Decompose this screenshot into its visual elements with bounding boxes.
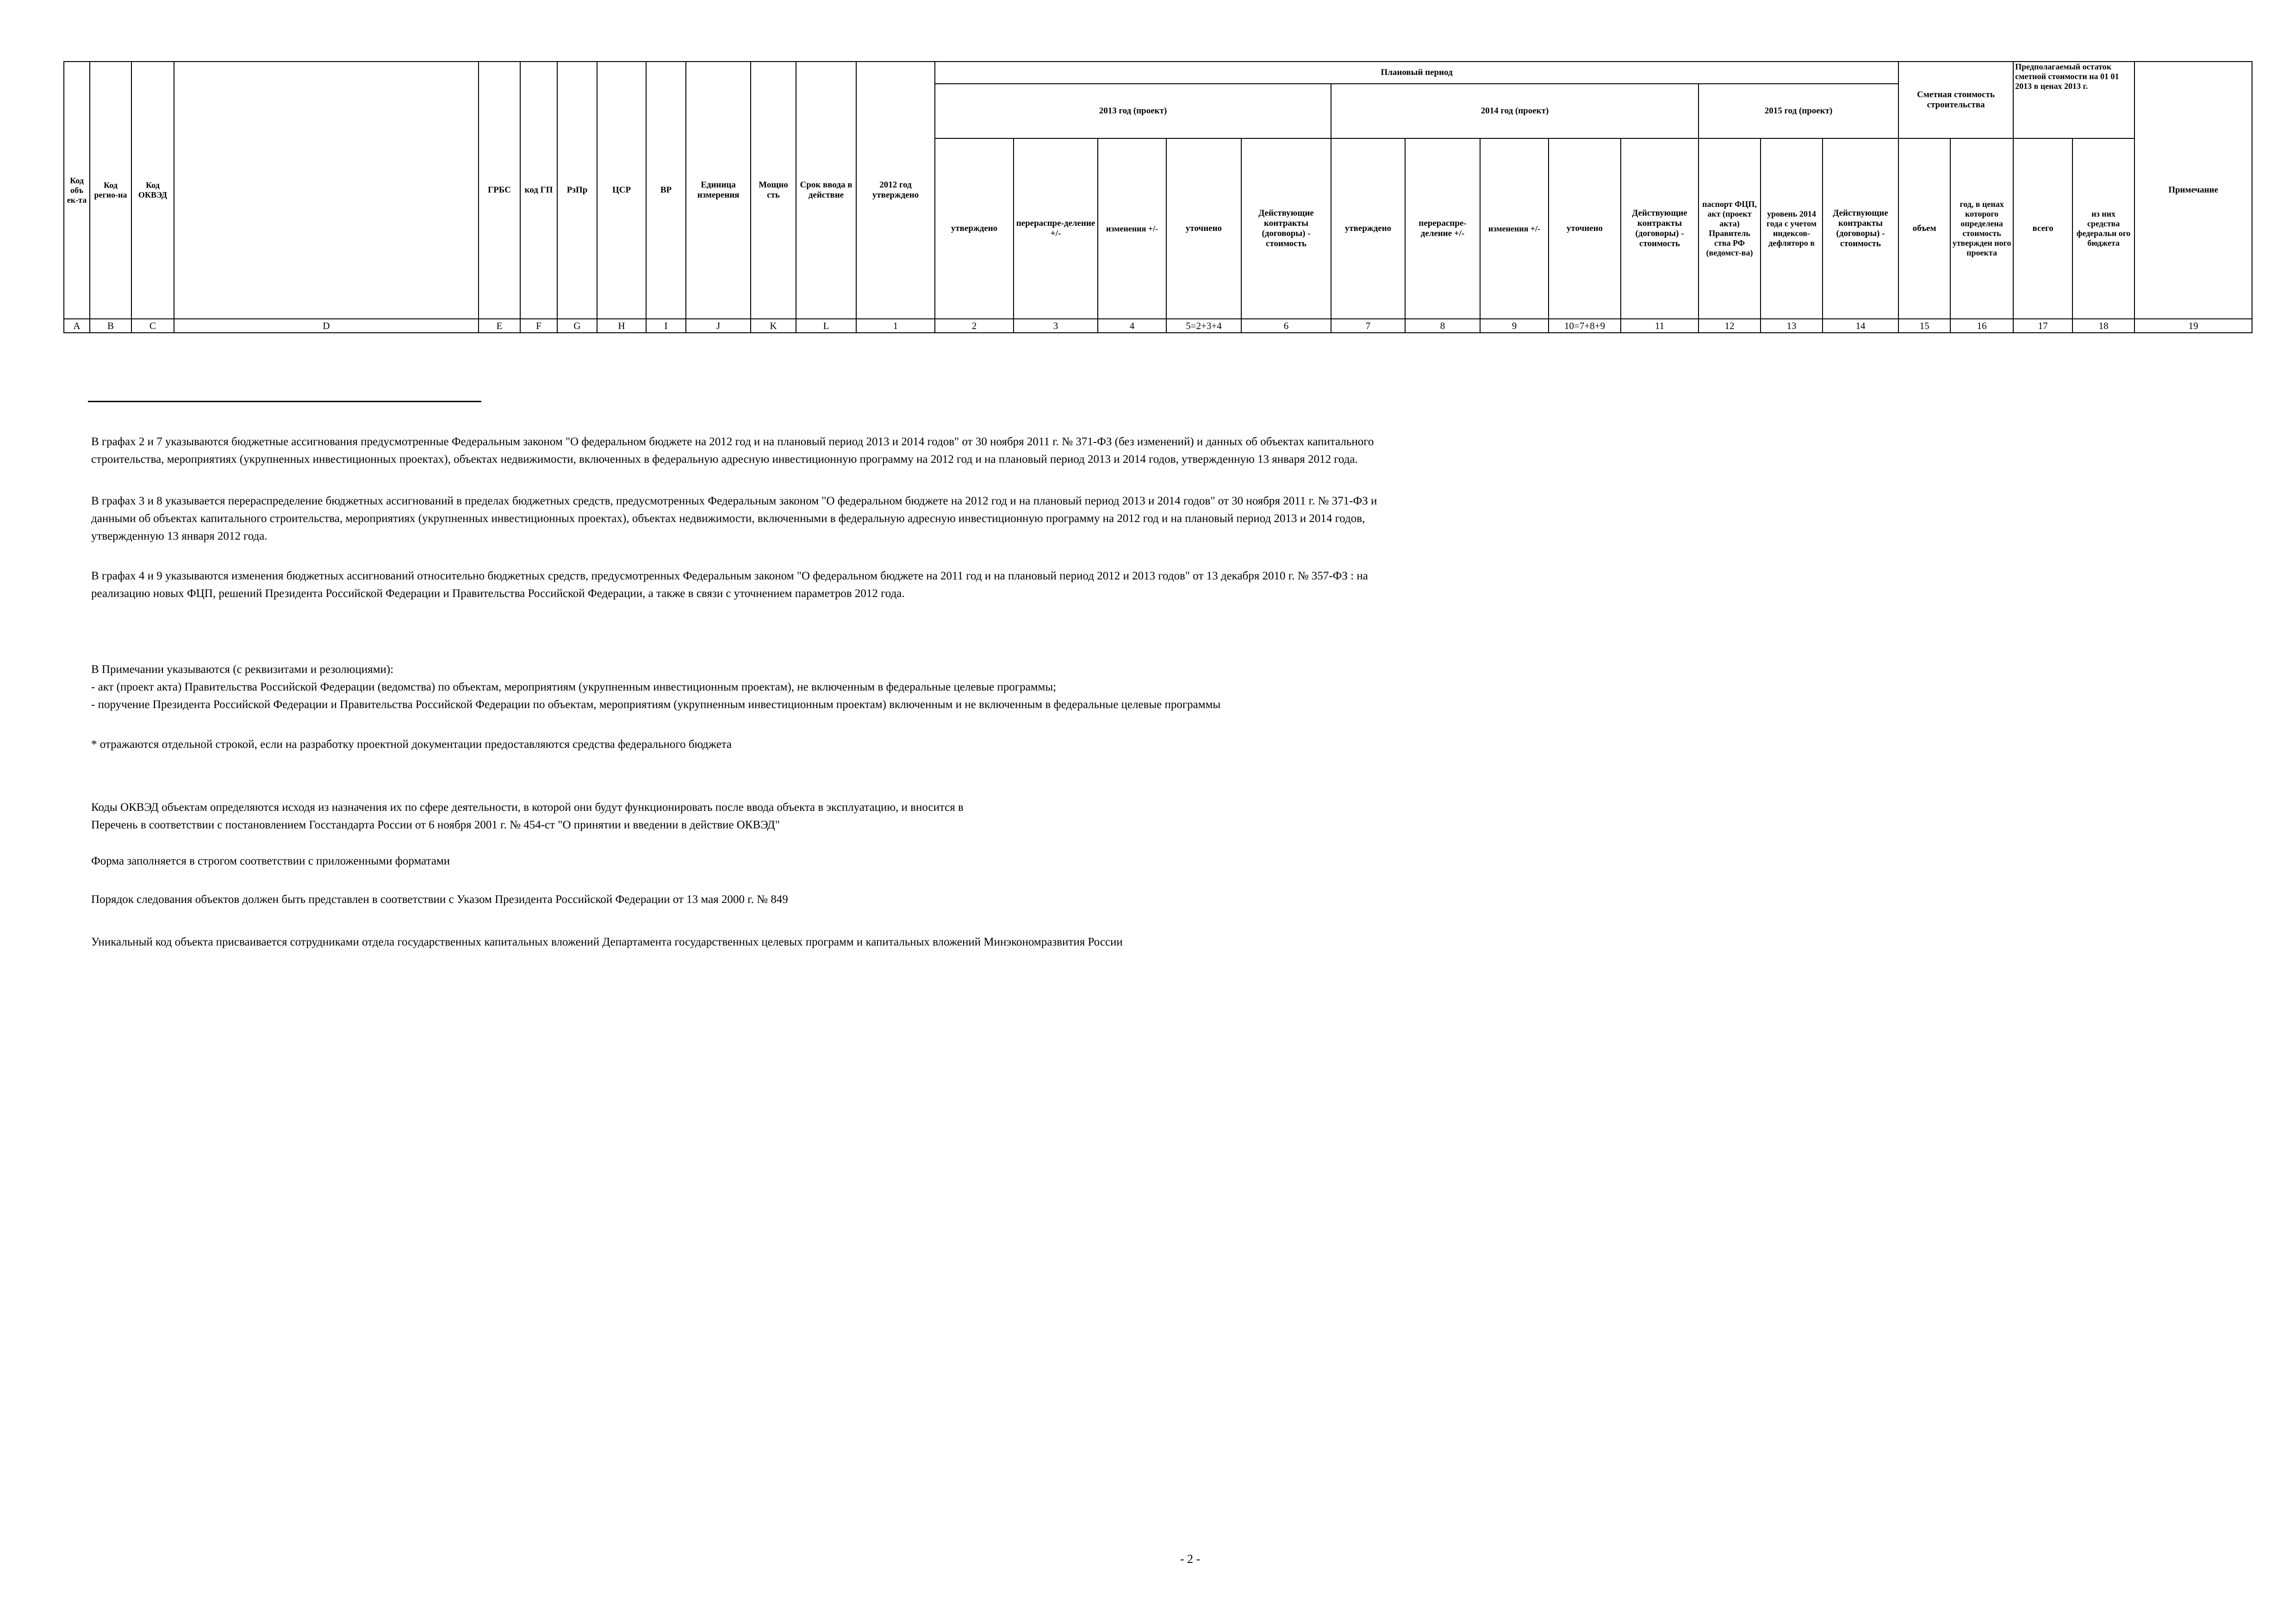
header-gp-code: код ГП [520,62,557,319]
header-2014-redistribution: перераспре-деление +/- [1405,138,1480,319]
column-index-cell: 19 [2134,319,2252,333]
column-index-cell: 6 [1241,319,1331,333]
column-index-cell: 9 [1480,319,1549,333]
column-index-cell: 4 [1098,319,1166,333]
column-index-cell: 14 [1823,319,1898,333]
note-columns-2-7 [91,433,1374,468]
header-2013-refined: уточнено [1166,138,1241,319]
header-capacity: Мощно сть [751,62,796,319]
note-unique-code: Уникальный код объекта присваивается сотрудниками отдела государственных капитальных вложений Департамента государственных целевых программ и капитальных вложений Минэкономразвития России [91,936,1123,948]
note-line: Перечень в соответствии с постановлением Госстандарта России от 6 ноября 2001 г. № 454-ст "О принятии и введении в действие ОКВЭД" [91,819,780,831]
column-index-cell: B [90,319,131,333]
header-2015-level: уровень 2014 года с учетом индексов-дефляторо в [1761,138,1823,319]
header-2013-redistribution: перераспре-деление +/- [1014,138,1098,319]
column-index-cell: L [796,319,856,333]
column-index-cell: 10=7+8+9 [1549,319,1621,333]
note-line: В графах 4 и 9 указываются изменения бюджетных ассигнований относительно бюджетных средств, предусмотренных Федеральным законом "О федеральном бюджете на 2011 год и на плановый период 2012 и 2013 годов" от 13 декабря 2010 г. № 357-ФЗ : на [91,570,1368,582]
column-index-cell: 15 [1898,319,1950,333]
column-index-cell: 18 [2072,319,2134,333]
header-remaining-cost: Предполагаемый остаток сметной стоимости на 01 01 2013 в ценах 2013 г. [2013,62,2134,138]
column-index-cell: 1 [856,319,935,333]
column-index-cell: 17 [2013,319,2072,333]
column-index-cell: 16 [1950,319,2013,333]
header-region-code: Код регио-на [90,62,131,319]
column-index-cell: C [131,319,174,333]
header-remaining-total: всего [2013,138,2072,319]
column-index-cell: G [557,319,597,333]
column-index-cell: 8 [1405,319,1480,333]
column-index-cell: H [597,319,646,333]
note-remarks [91,661,1220,714]
header-rzpr: РзПр [557,62,597,319]
column-index-cell: 13 [1761,319,1823,333]
header-csr: ЦСР [597,62,646,319]
footnote-separator [88,401,481,402]
note-line: В графах 3 и 8 указывается перераспределение бюджетных ассигнований в пределах бюджетных средств, предусмотренных Федеральным законом "О федеральном бюджете на 2012 год и на плановый период 2013 и 2014 годов" от 30 ноября 2011 г. № 371-ФЗ и [91,495,1377,507]
note-line: данными об объектах капитального строительства, мероприятиях (укрупненных инвестиционных проектах), объектах недвижимости, включенными в федеральную адресную инвестиционную программу на 2012 год и на плановый период 2013 и 2014 годов, [91,512,1365,525]
header-year-2015: 2015 год (проект) [1699,84,1898,138]
note-columns-4-9 [91,567,1368,603]
header-planned-period: Плановый период [935,62,1898,84]
note-design-docs: * отражаются отдельной строкой, если на разработку проектной документации предоставляются средства федерального бюджета [91,738,732,751]
note-line: реализацию новых ФЦП, решений Президента Российской Федерации и Правительства Российской Федерации, а также в связи с уточнением параметров 2012 года. [91,587,905,600]
note-form-format: Форма заполняется в строгом соответствии с приложенными форматами [91,855,450,867]
header-remaining-federal: из них средства федеральн ого бюджета [2072,138,2134,319]
header-grbs: ГРБС [479,62,520,319]
header-2014-approved: утверждено [1331,138,1405,319]
page-number: - 2 - [1180,1552,1201,1566]
column-index-cell: 5=2+3+4 [1166,319,1241,333]
column-index-cell: F [520,319,557,333]
header-object-code: Код объ ек-та [64,62,90,319]
header-year-2014: 2014 год (проект) [1331,84,1699,138]
header-year-2013: 2013 год (проект) [935,84,1331,138]
note-line: утвержденную 13 января 2012 года. [91,530,268,542]
header-2013-contracts: Действующие контракты (договоры) - стоимость [1241,138,1331,319]
note-line: Коды ОКВЭД объектам определяются исходя из назначения их по сфере деятельности, в которой они будут функционировать после ввода объекта в эксплуатацию, и вносится в [91,801,964,814]
header-okved-code: Код ОКВЭД [131,62,174,319]
column-index-cell: 12 [1699,319,1761,333]
header-commissioning-date: Срок ввода в действие [796,62,856,319]
column-index-row [64,319,2252,333]
header-cost-volume: объем [1898,138,1950,319]
note-line: строительства, мероприятиях (укрупненных инвестиционных проектах), объектах недвижимости, включенных в федеральную адресную инвестиционную программу на 2012 год и на плановый период 2013 и 2014 годов, утвержденную 13 января 2012 года. [91,453,1358,466]
header-unit: Единица измерения [686,62,751,319]
header-cost-year: год, в ценах которого определена стоимость утвержден ного проекта [1950,138,2013,319]
note-line: - поручение Президента Российской Федерации и Правительства Российской Федерации по объектам, мероприятиям (укрупненным инвестиционным проектам) включенным и не включенным в федеральные целевые программы [91,698,1221,711]
investment-form-table [63,61,2252,333]
header-2015-contracts: Действующие контракты (договоры) - стоимость [1823,138,1898,319]
note-columns-3-8 [91,492,1377,545]
note-line: В графах 2 и 7 указываются бюджетные ассигнования предусмотренные Федеральным законом "О федеральном бюджете на 2012 год и на плановый период 2013 и 2014 годов" от 30 ноября 2011 г. № 371-ФЗ (без изменений) и данных об объектах капитального [91,436,1374,448]
note-order: Порядок следования объектов должен быть представлен в соответствии с Указом Президента Российской Федерации от 13 мая 2000 г. № 849 [91,893,788,906]
column-index-cell: 7 [1331,319,1405,333]
header-2013-approved: утверждено [935,138,1014,319]
header-estimated-cost: Сметная стоимость строительства [1898,62,2013,138]
note-line: В Примечании указываются (с реквизитами и резолюциями): [91,663,394,676]
column-index-cell: D [174,319,479,333]
header-2012-approved: 2012 год утверждено [856,62,935,319]
column-index-cell: E [479,319,520,333]
header-2014-changes: изменения +/- [1480,138,1549,319]
note-line: - акт (проект акта) Правительства Российской Федерации (ведомства) по объектам, мероприятиям (укрупненным инвестиционным проектам), не включенным в федеральные целевые программы; [91,681,1057,693]
header-2015-passport: паспорт ФЦП, акт (проект акта) Правитель ства РФ (ведомст-ва) [1699,138,1761,319]
column-index-cell: J [686,319,751,333]
header-vr: ВР [646,62,686,319]
header-object-name [174,62,479,319]
header-2013-changes: изменения +/- [1098,138,1166,319]
column-index-cell: K [751,319,796,333]
note-okved [91,799,964,834]
column-index-cell: A [64,319,90,333]
header-note: Примечание [2134,62,2252,319]
header-2014-refined: уточнено [1549,138,1621,319]
column-index-cell: I [646,319,686,333]
header-2014-contracts: Действующие контракты (договоры) - стоимость [1621,138,1699,319]
column-index-cell: 2 [935,319,1014,333]
column-index-cell: 3 [1014,319,1098,333]
column-index-cell: 11 [1621,319,1699,333]
